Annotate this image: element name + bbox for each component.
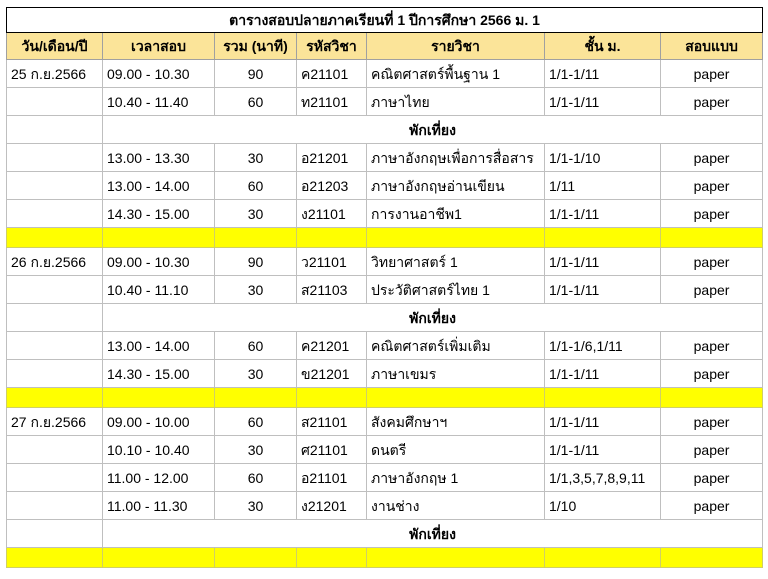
subject-cell: ภาษาไทย: [367, 88, 545, 116]
table-row: [7, 60, 763, 88]
date-cell: [7, 276, 103, 304]
time-cell: 10.40 - 11.10: [103, 276, 215, 304]
table-row: [7, 332, 763, 360]
subject-cell: สังคมศึกษาฯ: [367, 408, 545, 436]
separator-cell: [297, 548, 367, 568]
code-cell: ข21201: [297, 360, 367, 388]
code-cell: ง21101: [297, 200, 367, 228]
time-cell: 09.00 - 10.30: [103, 60, 215, 88]
class-cell: 1/1-1/11: [545, 200, 661, 228]
code-cell: ค21101: [297, 60, 367, 88]
minutes-cell: 30: [215, 144, 297, 172]
table-row: [7, 172, 763, 200]
type-cell: paper: [661, 144, 763, 172]
schedule-title: ตารางสอบปลายภาคเรียนที่ 1 ปีการศึกษา 2566 ม. 1: [7, 8, 763, 33]
separator-cell: [215, 228, 297, 248]
subject-cell: ประวัติศาสตร์ไทย 1: [367, 276, 545, 304]
minutes-cell: 60: [215, 88, 297, 116]
lunch-label: พักเที่ยง: [103, 520, 763, 548]
time-cell: 10.40 - 11.40: [103, 88, 215, 116]
code-cell: อ21201: [297, 144, 367, 172]
time-cell: 14.30 - 15.00: [103, 200, 215, 228]
class-cell: 1/1-1/11: [545, 248, 661, 276]
table-row: [7, 436, 763, 464]
minutes-cell: 30: [215, 492, 297, 520]
type-cell: paper: [661, 332, 763, 360]
separator-cell: [103, 388, 215, 408]
exam-schedule-sheet: [6, 7, 762, 573]
table-row: [7, 88, 763, 116]
header-code: รหัสวิชา: [297, 33, 367, 60]
separator-cell: [7, 228, 103, 248]
class-cell: 1/1-1/11: [545, 60, 661, 88]
type-cell: paper: [661, 248, 763, 276]
separator-cell: [367, 548, 545, 568]
separator-cell: [215, 388, 297, 408]
code-cell: ว21101: [297, 248, 367, 276]
table-row: [7, 464, 763, 492]
header-subject: รายวิชา: [367, 33, 545, 60]
code-cell: อ21203: [297, 172, 367, 200]
separator-cell: [297, 388, 367, 408]
day-separator-row: [7, 388, 763, 408]
table-row: [7, 492, 763, 520]
separator-cell: [661, 388, 763, 408]
type-cell: paper: [661, 88, 763, 116]
type-cell: paper: [661, 408, 763, 436]
class-cell: 1/11: [545, 172, 661, 200]
time-cell: 14.30 - 15.00: [103, 360, 215, 388]
separator-cell: [7, 548, 103, 568]
subject-cell: งานช่าง: [367, 492, 545, 520]
minutes-cell: 30: [215, 276, 297, 304]
separator-cell: [297, 228, 367, 248]
date-cell: [7, 116, 103, 144]
date-cell: [7, 332, 103, 360]
type-cell: paper: [661, 200, 763, 228]
lunch-row: [7, 304, 763, 332]
class-cell: 1/1-1/11: [545, 88, 661, 116]
separator-cell: [545, 548, 661, 568]
date-cell: 27 ก.ย.2566: [7, 408, 103, 436]
date-cell: [7, 172, 103, 200]
separator-cell: [367, 228, 545, 248]
date-cell: [7, 520, 103, 548]
date-cell: [7, 436, 103, 464]
minutes-cell: 90: [215, 60, 297, 88]
table-row: [7, 276, 763, 304]
header-class: ชั้น ม.: [545, 33, 661, 60]
exam-schedule-table: [6, 7, 763, 568]
date-cell: [7, 360, 103, 388]
lunch-row: [7, 116, 763, 144]
type-cell: paper: [661, 172, 763, 200]
date-cell: [7, 492, 103, 520]
type-cell: paper: [661, 436, 763, 464]
date-cell: 25 ก.ย.2566: [7, 60, 103, 88]
class-cell: 1/1-1/6,1/11: [545, 332, 661, 360]
class-cell: 1/1-1/10: [545, 144, 661, 172]
type-cell: paper: [661, 276, 763, 304]
subject-cell: ภาษาเขมร: [367, 360, 545, 388]
date-cell: [7, 88, 103, 116]
minutes-cell: 60: [215, 464, 297, 492]
minutes-cell: 60: [215, 172, 297, 200]
subject-cell: ภาษาอังกฤษเพื่อการสื่อสาร: [367, 144, 545, 172]
code-cell: ศ21101: [297, 436, 367, 464]
type-cell: paper: [661, 492, 763, 520]
code-cell: ส21103: [297, 276, 367, 304]
subject-cell: ภาษาอังกฤษอ่านเขียน: [367, 172, 545, 200]
time-cell: 13.00 - 14.00: [103, 172, 215, 200]
class-cell: 1/1-1/11: [545, 408, 661, 436]
subject-cell: วิทยาศาสตร์ 1: [367, 248, 545, 276]
header-minutes: รวม (นาที): [215, 33, 297, 60]
class-cell: 1/1-1/11: [545, 360, 661, 388]
class-cell: 1/1-1/11: [545, 436, 661, 464]
separator-cell: [7, 388, 103, 408]
class-cell: 1/1-1/11: [545, 276, 661, 304]
time-cell: 11.00 - 11.30: [103, 492, 215, 520]
minutes-cell: 60: [215, 332, 297, 360]
date-cell: [7, 144, 103, 172]
day-separator-row: [7, 228, 763, 248]
minutes-cell: 30: [215, 436, 297, 464]
table-row: [7, 200, 763, 228]
separator-cell: [545, 388, 661, 408]
type-cell: paper: [661, 60, 763, 88]
date-cell: [7, 200, 103, 228]
lunch-label: พักเที่ยง: [103, 304, 763, 332]
header-time: เวลาสอบ: [103, 33, 215, 60]
separator-cell: [215, 548, 297, 568]
separator-cell: [661, 548, 763, 568]
subject-cell: ดนตรี: [367, 436, 545, 464]
separator-cell: [367, 388, 545, 408]
separator-cell: [545, 228, 661, 248]
class-cell: 1/10: [545, 492, 661, 520]
lunch-label: พักเที่ยง: [103, 116, 763, 144]
time-cell: 13.00 - 13.30: [103, 144, 215, 172]
table-row: [7, 360, 763, 388]
code-cell: อ21101: [297, 464, 367, 492]
time-cell: 09.00 - 10.30: [103, 248, 215, 276]
table-row: [7, 144, 763, 172]
code-cell: ท21101: [297, 88, 367, 116]
subject-cell: ภาษาอังกฤษ 1: [367, 464, 545, 492]
type-cell: paper: [661, 464, 763, 492]
title-row: [7, 8, 763, 33]
header-date: วัน/เดือน/ปี: [7, 33, 103, 60]
type-cell: paper: [661, 360, 763, 388]
minutes-cell: 30: [215, 200, 297, 228]
subject-cell: คณิตศาสตร์พื้นฐาน 1: [367, 60, 545, 88]
minutes-cell: 30: [215, 360, 297, 388]
separator-cell: [103, 548, 215, 568]
code-cell: ค21201: [297, 332, 367, 360]
code-cell: ง21201: [297, 492, 367, 520]
time-cell: 13.00 - 14.00: [103, 332, 215, 360]
day-separator-row: [7, 548, 763, 568]
table-row: [7, 408, 763, 436]
lunch-row: [7, 520, 763, 548]
subject-cell: การงานอาชีพ1: [367, 200, 545, 228]
separator-cell: [661, 228, 763, 248]
table-row: [7, 248, 763, 276]
header-row: [7, 33, 763, 60]
separator-cell: [103, 228, 215, 248]
date-cell: [7, 304, 103, 332]
date-cell: 26 ก.ย.2566: [7, 248, 103, 276]
minutes-cell: 90: [215, 248, 297, 276]
code-cell: ส21101: [297, 408, 367, 436]
time-cell: 09.00 - 10.00: [103, 408, 215, 436]
time-cell: 11.00 - 12.00: [103, 464, 215, 492]
minutes-cell: 60: [215, 408, 297, 436]
class-cell: 1/1,3,5,7,8,9,11: [545, 464, 661, 492]
date-cell: [7, 464, 103, 492]
header-type: สอบแบบ: [661, 33, 763, 60]
subject-cell: คณิตศาสตร์เพิ่มเติม: [367, 332, 545, 360]
time-cell: 10.10 - 10.40: [103, 436, 215, 464]
